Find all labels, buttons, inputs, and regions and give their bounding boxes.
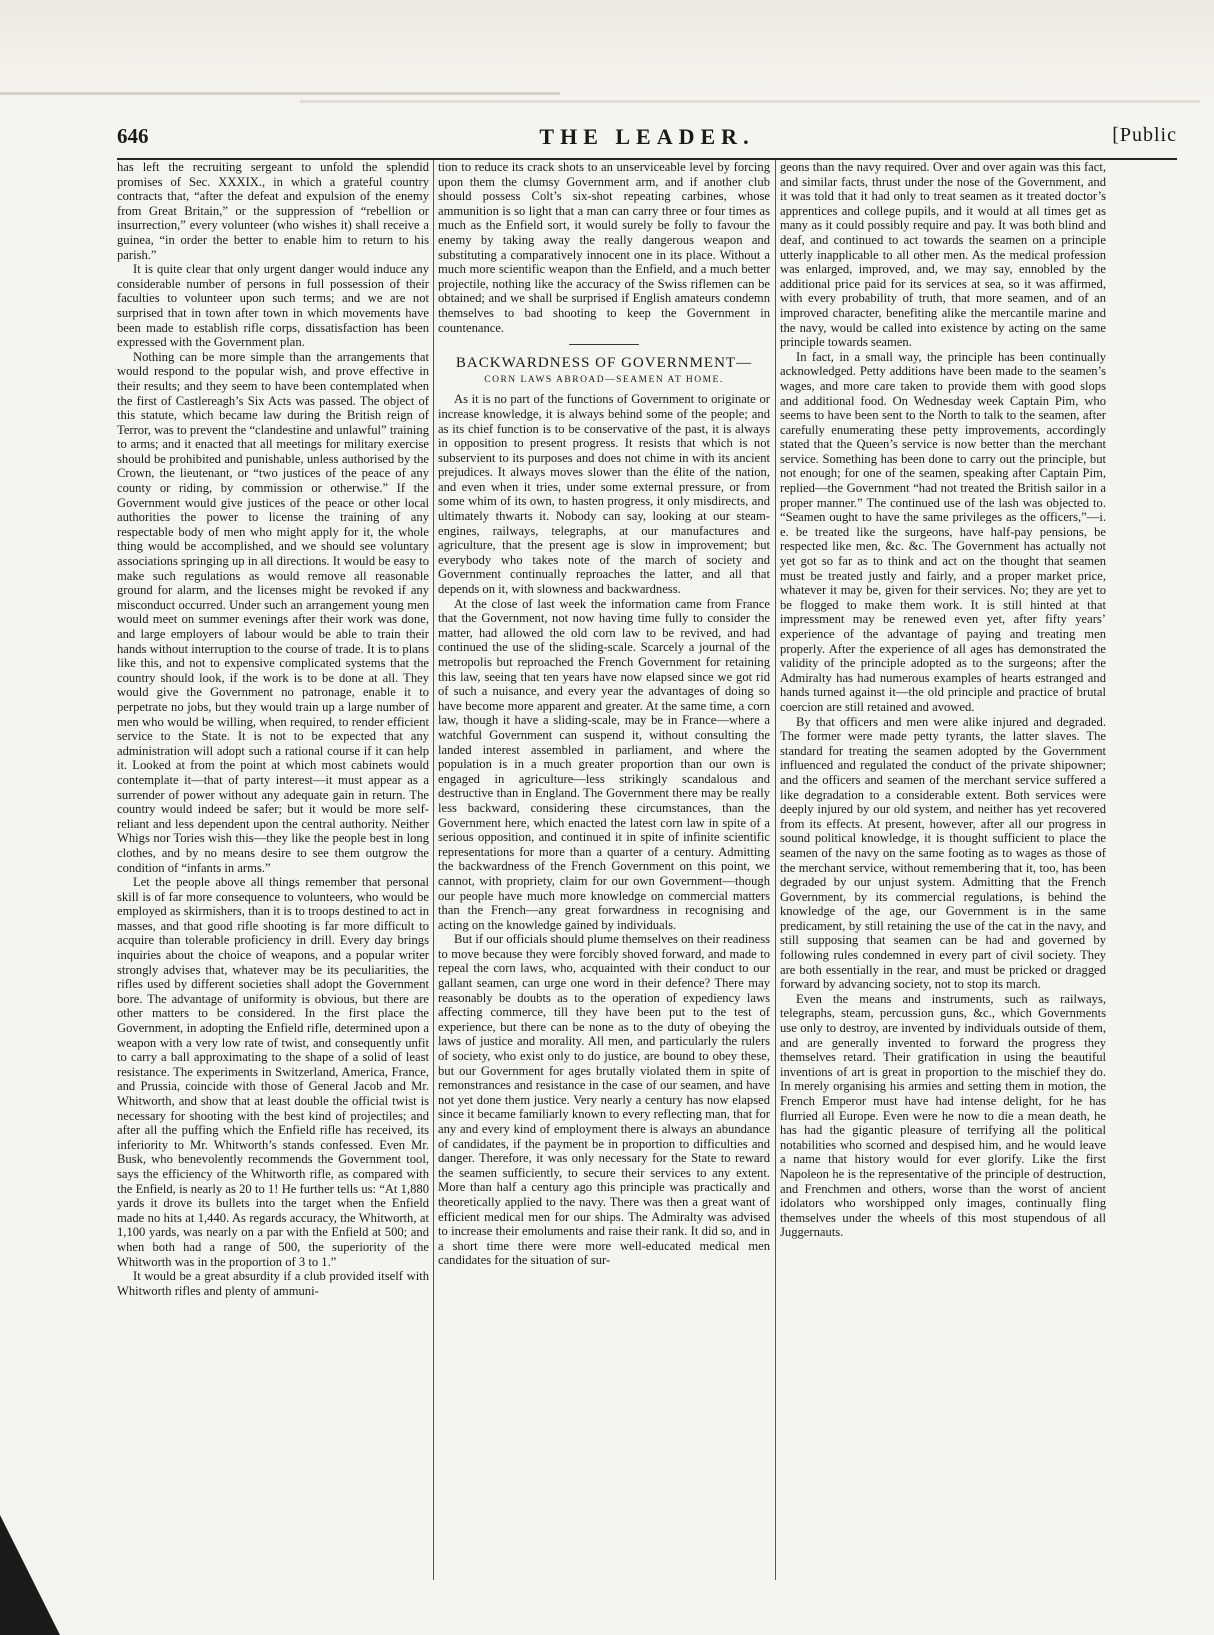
paragraph: As it is no part of the functions of Government to originate or increase knowledge, it is always behind some of the people; and as its chief function is to be conservative of the past, it is always in opposition to present progress. It resists that which is not subservient to its purposes and does not chime in with its ancient prejudices. It always moves slower than the élite of the nation, and even when it tries, under some external pressure, or from some whim of its own, to hasten progress, it only misdirects, and ultimately thwarts it. Nobody can say, looking at our steam-engines, railways, telegraphs, at our manufactures and agriculture, that the present age is slow in improvement; but everybody who takes note of the march of society and Government continually reproaches the latter, and all that depends on it, with slowness and backwardness. bbox=[438, 392, 770, 597]
paragraph: At the close of last week the information came from France that the Government, not now having time fully to consider the matter, had allowed the old corn law to be revived, and had continued the use of the sliding-scale. Scarcely a journal of the metropolis but reproached the French Government for retaining this law, seeing that ten years have now elapsed since we got rid of such a nuisance, and every year the advantages of doing so have become more apparent and greater. At the same time, a corn law, though it have a sliding-scale, may be in France—where a watchful Government can suspend it, without consulting the landed interest assembled in parliament, and where the population is in a much greater proportion than our own is engaged in agriculture—less strikingly scandalous and destructive than in England. The Government there may be really less backward, considering these circumstances, than the Government here, which enacted the latest corn law in spite of a serious opposition, and continued it in spite of infinite scientific representations for more than a quarter of a century. Admitting the backwardness of the French Government on this point, we cannot, with propriety, claim for our own Government—though our people have much more knowledge on commercial matters than the French—any great forwardness in recognising and acting on the knowledge gained by individuals. bbox=[438, 596, 770, 932]
paragraph: Even the means and instruments, such as railways, telegraphs, steam, percussion guns, &c., which Governments use only to destroy, are invented by individuals outside of them, and are generally invented to forward the progress they themselves retard. Their gratification in using the beautiful inventions of art is great in proportion to the mischief they do. In merely organising his armies and setting them in motion, the French Emperor must have had intense delight, for he has flurried all Europe. Even were he now to die a mean death, he has had the gigantic pleasure of terrifying all the political notabilities who scorned and despised him, and he would leave a name that history would for ever glorify. Like the first Napoleon he is the representative of the principle of destruction, and Frenchmen and others, worse than the worst of ancient idolators who worshipped only images, continually fling themselves under the wheels of this most stupendous of all Juggernauts. bbox=[780, 991, 1106, 1240]
paragraph: Nothing can be more simple than the arrangements that would respond to the popular wish, and prove effective in their results; and they seem to have been contemplated when the first of Castlereagh’s Six Acts was passed. The object of this statute, which became law during the British reign of Terror, was to prevent the “clandestine and unlawful” training to arms; and it enacted that all meetings for military exercise should be prohibited and punishable, unless authorised by the Crown, the lieutenant, or “two justices of the peace of any county or riding, by commission or otherwise.” If the Government would give justices of the peace or other local authorities the power to license the training of any respectable body of men who might apply for it, the whole thing would be accomplished, and we should see voluntary associations springing up in all directions. It would be easy to make such regulations as would remove all reasonable ground for alarm, and the licenses might be revoked if any misconduct occurred. Under such an arrangement young men would meet on summer evenings after their work was done, and large employers of labour would be able to train their hands without interruption to the course of trade. It is to plans like this, and not to expensive complicated systems that the country should look, if the work is to be done at all. They would give the Government no patronage, enable it to perpetrate no jobs, but they would train up a large number of men who would be willing, when required, to render efficient service to the State. It is not to be expected that any administration will adopt such a rational course if it can help it. Looked at from the point at which most cabinets would contemplate it—that of party interest—it must appear as a surrender of power without any adequate gain in return. The country would indeed be safer; but it would be more self-reliant and less dependent upon the central authority. Neither Whigs nor Tories wish this—they like the people best in long clothes, and by no means desire to see them outgrow the condition of “infants in arms.” bbox=[117, 349, 429, 875]
paragraph: tion to reduce its crack shots to an unserviceable level by forcing upon them the clumsy Government arm, and if another club should possess Colt’s six-shot repeating carbines, whose ammunition is so light that a man can carry three or four times as much as the Enfield sort, it would surely be folly to favour the enemy by taking away the really dangerous weapon and substituting a comparatively innocent one in its place. Without a much more scientific weapon than the Enfield, and a much better projectile, nothing like the accuracy of the Swiss riflemen can be obtained; and we shall be surprised if English amateurs condemn themselves to bad shooting to keep the Government in countenance. bbox=[438, 160, 770, 335]
paragraph: geons than the navy required. Over and over again was this fact, and similar facts, thrust under the nose of the Government, and it was told that it had only to treat seamen as it treated doctor’s apprentices and college pupils, and it would at all times get as many as it could possibly require and pay. It was both blind and deaf, and continued to act towards the seamen on a principle utterly inapplicable to all other men. As the medical profession was enlarged, improved, and, we may say, ennobled by the additional price paid for its services at sea, so it was affirmed, with every probability of truth, that more seamen, and of an improved character, benefiting alike the mercantile marine and the navy, would be called into existence by acting on the same principle towards seamen. bbox=[780, 160, 1106, 350]
column-2 bbox=[438, 160, 770, 1585]
scan-streak bbox=[0, 92, 560, 95]
paragraph: In fact, in a small way, the principle has been continually acknowledged. Petty additions have been made to the seamen’s wages, and more care taken to provide them with good slops and additional food. On Wednesday week Captain Pim, who seems to have been sent to the North to talk to the seamen, after carefully enumerating these petty improvements, accordingly stated that the Queen’s service is now better than the merchant service. Something has been done to carry out the principle, but not enough; for one of the seamen, speaking after Captain Pim, replied—the Government “had not treated the British sailor in a proper manner.” The continued use of the lash was objected to. “Seamen ought to have the same privileges as the officers,”—i. e. be treated like the surgeons, have half-pay pensions, be respected like men, &c. &c. The Government has actually not yet got so far as to think and act on the thought that seamen must be treated justly and fairly, and a proper market price, whatever it may be, given for their services. No; they are yet to be flogged to make them work. It is still hinted at that impressment may be renewed even yet, after fifty years’ experience of the advantage of paying and treating men properly. After the experience of all ages has demonstrated the validity of the principle adopted as to the surgeons; after the Admiralty has had numerous examples of hearts estranged and hands turned against it—the old principle and practice of brutal coercion are still retained and avowed. bbox=[780, 349, 1106, 714]
paragraph: It would be a great absurdity if a club provided itself with Whitworth rifles and plenty of ammuni- bbox=[117, 1269, 429, 1298]
paragraph: has left the recruiting sergeant to unfold the splendid promises of Sec. XXXIX., in which a grateful country contracts that, “after the defeat and expulsion of the enemy from Great Britain,” or the suppression of “rebellion or insurrection,” every volunteer (who wishes it) shall receive a guinea, “in order the better to enable him to return to his parish.” bbox=[117, 160, 429, 262]
paragraph: By that officers and men were alike injured and degraded. The former were made petty tyrants, the latter slaves. The standard for treating the seamen adopted by the Government influenced and regulated the conduct of the private shipowner; and the officers and seamen of the merchant service suffered a like degradation to a considerable extent. Both services were deeply injured by our old system, and neither has yet recovered from its effects. At present, however, after all our progress in sound political knowledge, it is thought sufficient to place the seamen of the navy on the same footing as to wages as those of the merchant service, without remembering that it, too, has been degraded by our unjust system. Admitting that the French Government, by its commercial regulations, is behind the knowledge of the age, our Government is in the same predicament, by still retaining the use of the cat in the navy, and still supposing that seamen can be had and governed by following rules condemned in every part of civil society. They are both essentially in the rear, and must be pricked or dragged forward by advancing society, not to stop its march. bbox=[780, 714, 1106, 992]
article-title: BACKWARDNESS OF GOVERNMENT— bbox=[455, 355, 753, 372]
column-rule bbox=[433, 160, 434, 1580]
running-head bbox=[117, 122, 1177, 160]
article-subtitle: CORN LAWS ABROAD—SEAMEN AT HOME. bbox=[484, 374, 724, 385]
section-tag: [Public bbox=[1112, 124, 1177, 146]
column-rule bbox=[775, 160, 776, 1580]
column-3 bbox=[780, 160, 1106, 1585]
page-corner-shadow bbox=[0, 1515, 60, 1635]
section-divider bbox=[569, 344, 639, 345]
paragraph: Let the people above all things remember that personal skill is of far more consequence to volunteers, who would be employed as skirmishers, than it is to troops destined to act in masses, and that good rifle shooting is far more difficult to acquire than tolerable proficiency in drill. Every day brings inquiries about the choice of weapons, and a popular writer strongly advises that, whatever may be its peculiarities, the rifles used by different societies shall adopt the Government bore. The advantage of uniformity is obvious, but there are other matters to be considered. In the first place the Government, in adopting the Enfield rifle, determined upon a weapon with a very low rate of twist, and consequently unfit to carry a ball approximating to the shape of a solid of least resistance. The experiments in Switzerland, America, France, and Prussia, coincide with those of General Jacob and Mr. Whitworth, and show that at least double the official twist is necessary for shooting with the best kind of projectiles; and after all the puffing which the Enfield rifle has received, its inferiority to Mr. Whitworth’s stands confessed. Even Mr. Busk, who benevolently recommends the Government tool, says the efficiency of the Whitworth rifle, as compared with the Enfield, is nearly as 20 to 1! He further tells us: “At 1,880 yards it drove its bullets into the target when the Enfield made no hits at 1,440. As regards accuracy, the Whitworth, at 1,100 yards, was nearly on a par with the Enfield at 500; and when both had a range of 500, the superiority of the Whitworth was in the proportion of 3 to 1.” bbox=[117, 875, 429, 1269]
scan-margin bbox=[0, 0, 1214, 112]
paragraph: It is quite clear that only urgent danger would induce any considerable number of persons in full possession of their faculties to volunteer upon such terms; and we are not surprised that in town after town in which movements have been made to establish rifle corps, dissatisfaction has been expressed with the Government plan. bbox=[117, 262, 429, 350]
page-number: 646 bbox=[117, 124, 149, 148]
masthead-title: THE LEADER. bbox=[539, 124, 755, 149]
paragraph: But if our officials should plume themselves on their readiness to move because they were forcibly shoved forward, and made to repeal the corn laws, who, acquainted with their conduct to our gallant seamen, can urge one word in their defence? There may reasonably be doubts as to the operation of expediency laws affecting commerce, till they have been put to the test of experience, but there can be none as to the duty of obeying the laws of justice and morality. All men, and particularly the rulers of society, who exist only to do justice, are bound to obey these, but our Government for ages brutally violated them in spite of remonstrances and resistance in the case of our seamen, and have not yet done them justice. Very nearly a century has now elapsed since it became familiarly known to every reflecting man, that for any and every kind of employment there is always an abundance of candidates, if the payment be in proportion to difficulties and danger. Therefore, it was only necessary for the State to reward the seamen sufficiently, to secure their services to any extent. More than half a century ago this principle was practically and theoretically applied to the navy. There was then a great want of efficient medical men for our ships. The Admiralty was advised to increase their emoluments and raise their rank. It did so, and in a short time there were more well-educated medical men candidates for the situation of sur- bbox=[438, 932, 770, 1268]
scan-streak bbox=[300, 100, 1200, 103]
column-1 bbox=[117, 160, 429, 1585]
